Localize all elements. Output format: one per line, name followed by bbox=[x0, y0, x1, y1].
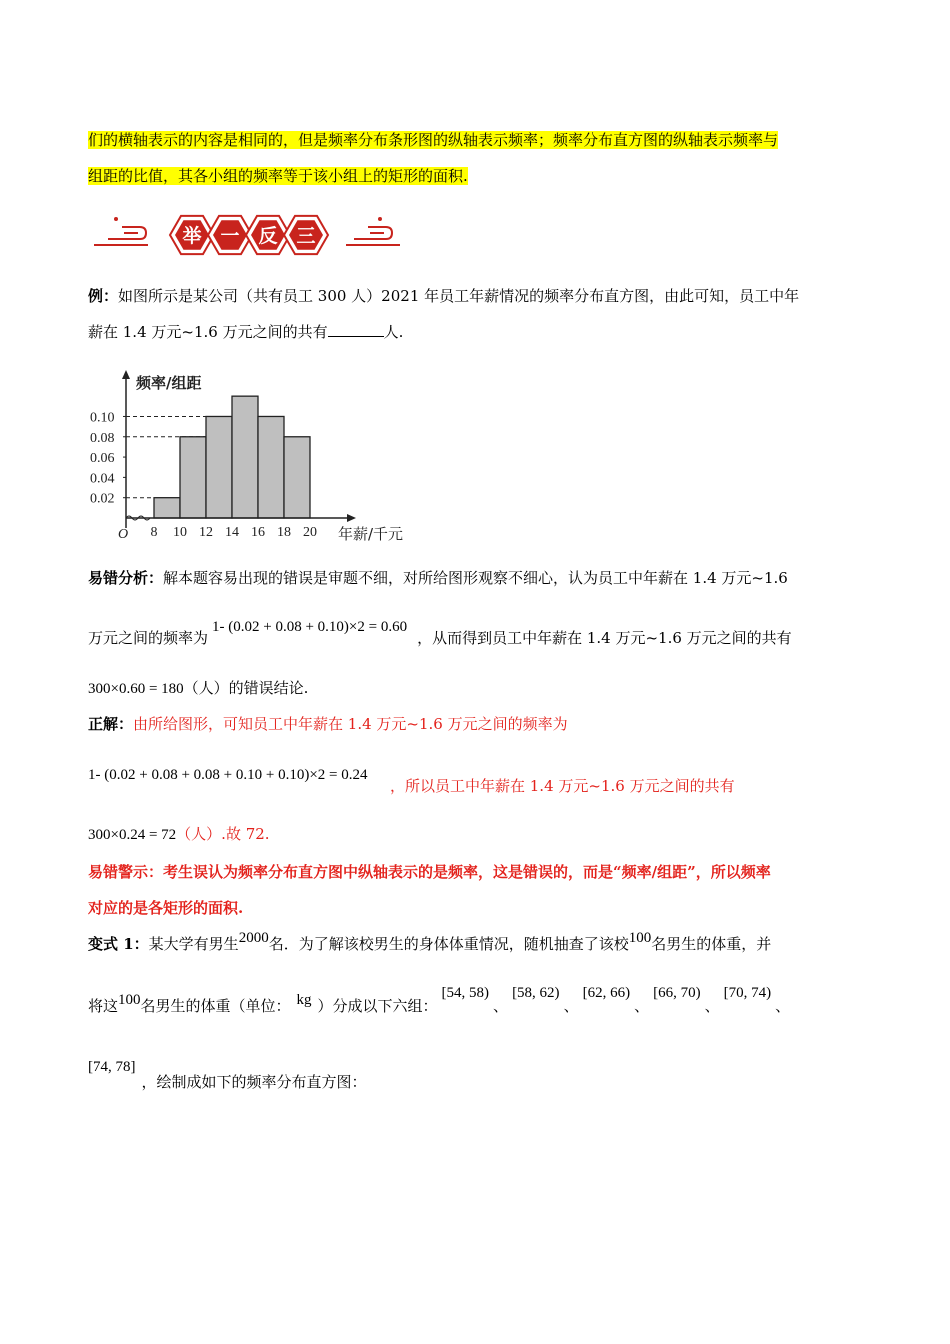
intro-line-2: 组距的比值，其各小组的频率等于该小组上的矩形的面积. bbox=[88, 167, 468, 185]
analysis-line-2: 万元之间的频率为1- (0.02 + 0.08 + 0.10)×2 = 0.60，从而得到员工中年薪在 1.4 万元~1.6 万元之间的共有 bbox=[88, 619, 792, 647]
y-tick-label: 0.06 bbox=[90, 451, 115, 467]
weight-group: [54, 58) bbox=[441, 985, 490, 1001]
y-tick-label: 0.10 bbox=[90, 410, 115, 426]
x-tick-label: 20 bbox=[303, 525, 317, 540]
formula-correct-count: 300×0.24 = 72 bbox=[88, 827, 177, 843]
histogram-bar bbox=[180, 437, 206, 518]
x-tick-label: 16 bbox=[251, 525, 265, 540]
intro-line-1: 们的横轴表示的内容是相同的，但是频率分布条形图的纵轴表示频率；频率分布直方图的纵轴表示频率与 bbox=[88, 131, 779, 149]
x-tick-label: 14 bbox=[225, 525, 239, 540]
x-axis-label: 年薪/千元 bbox=[338, 525, 404, 543]
banner-char: 三 bbox=[296, 225, 316, 247]
y-axis-arrow bbox=[122, 370, 130, 379]
origin-label: O bbox=[118, 527, 129, 542]
histogram-bar bbox=[154, 498, 180, 518]
group-separator: 、 bbox=[704, 997, 720, 1015]
warning-line-1: 易错警示：考生误认为频率分布直方图中纵轴表示的是频率，这是错误的，而是“频率/组距”，所以频率 bbox=[88, 863, 771, 881]
histogram-bar bbox=[206, 416, 232, 518]
variant-line-3: [74, 78]，绘制成如下的频率分布直方图： bbox=[88, 1059, 367, 1091]
x-tick-label: 12 bbox=[199, 525, 213, 540]
weight-group: [58, 62) bbox=[512, 985, 560, 1001]
y-tick-label: 0.02 bbox=[90, 491, 115, 507]
x-axis-arrow bbox=[347, 514, 356, 522]
banner-char: 一 bbox=[220, 225, 240, 247]
weight-group: [70, 74) bbox=[723, 985, 772, 1001]
weight-group: [62, 66) bbox=[582, 985, 631, 1001]
answer-blank bbox=[328, 322, 384, 337]
formula-correct-frequency: 1- (0.02 + 0.08 + 0.08 + 0.10 + 0.10)×2 = 0.24 bbox=[88, 767, 368, 783]
group-separator: 、 bbox=[775, 997, 791, 1015]
solution-line-1: 正解：由所给图形，可知员工中年薪在 1.4 万元~1.6 万元之间的频率为 bbox=[88, 715, 568, 733]
salary-histogram bbox=[88, 368, 408, 544]
example-line-1: 例：如图所示是某公司（共有员工 300 人）2021 年员工年薪情况的频率分布直方图，由此可知，员工中年 bbox=[88, 287, 800, 305]
solution-line-2: ，所以员工中年薪在 1.4 万元~1.6 万元之间的共有 bbox=[390, 777, 735, 795]
banner-char: 举 bbox=[182, 225, 202, 247]
group-74-78: [74, 78] bbox=[88, 1059, 136, 1075]
analysis-line-1: 易错分析：解本题容易出现的错误是审题不细，对所给图形观察不细心，认为员工中年薪在 1.4 万元~1.6 bbox=[88, 569, 788, 587]
example-line-2: 薪在 1.4 万元~1.6 万元之间的共有 人. bbox=[88, 323, 404, 341]
group-separator: 、 bbox=[634, 997, 650, 1015]
warning-line-2: 对应的是各矩形的面积. bbox=[88, 899, 244, 917]
variant-line-1: 变式 1：某大学有男生2000名．为了解该校男生的身体体重情况，随机抽查了该校100名男生的体重，并 bbox=[88, 930, 772, 953]
y-axis-label: 频率/组距 bbox=[136, 374, 202, 392]
x-tick-label: 8 bbox=[150, 525, 158, 540]
y-tick-label: 0.08 bbox=[90, 430, 115, 446]
weight-group: [66, 70) bbox=[653, 985, 701, 1001]
variant-line-2: 将这100名男生的体重（单位： kg ）分成以下六组：[54, 58)、[58, 62)、[62, 66)、[66, 70)、[70, 74)、 bbox=[88, 985, 791, 1015]
solution-line-3: 300×0.24 = 72（人）.故 72. bbox=[88, 825, 270, 843]
y-tick-label: 0.04 bbox=[90, 471, 115, 487]
section-banner bbox=[88, 205, 408, 263]
x-tick-label: 10 bbox=[173, 525, 187, 540]
banner-char: 反 bbox=[258, 225, 278, 247]
histogram-bar bbox=[284, 437, 310, 518]
histogram-bar bbox=[232, 396, 258, 518]
x-tick-label: 18 bbox=[277, 525, 291, 540]
histogram-bar bbox=[258, 416, 284, 518]
formula-wrong-frequency: 1- (0.02 + 0.08 + 0.10)×2 = 0.60 bbox=[212, 619, 408, 635]
formula-wrong-count: 300×0.60 = 180 bbox=[88, 681, 184, 697]
analysis-line-3: 300×0.60 = 180（人）的错误结论. bbox=[88, 679, 309, 697]
group-separator: 、 bbox=[493, 997, 509, 1015]
group-separator: 、 bbox=[563, 997, 579, 1015]
